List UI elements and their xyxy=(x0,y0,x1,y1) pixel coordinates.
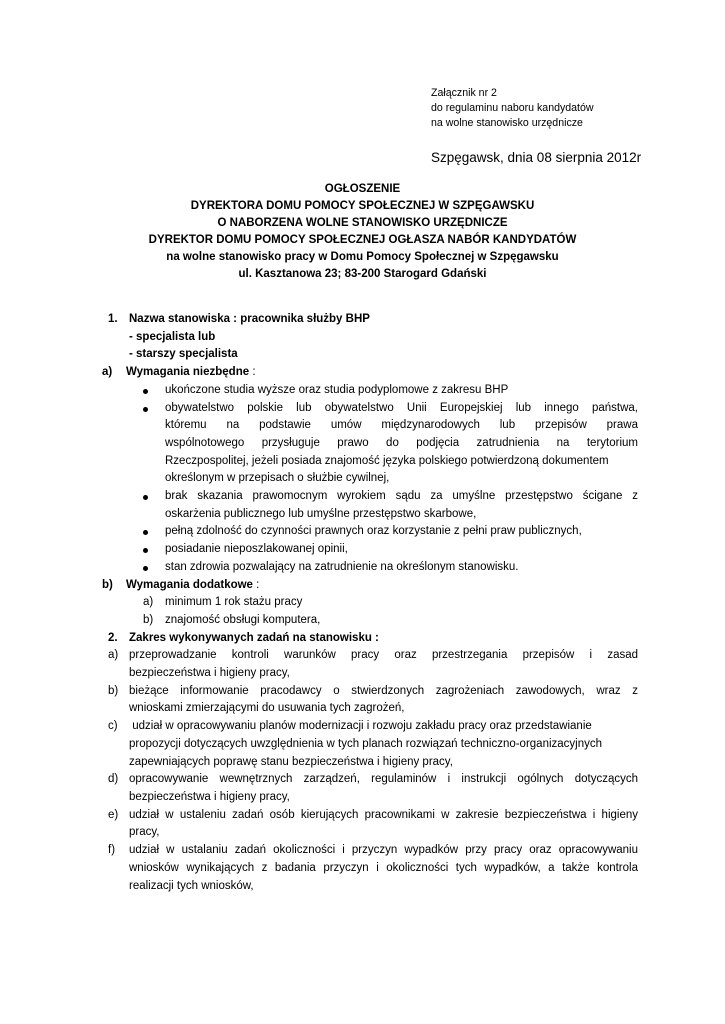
bullet-icon xyxy=(143,495,148,500)
bullet-icon xyxy=(143,530,148,535)
req-a-bullet-2-line-2: któremu na podstawie umów międzynarodowych lub przepisów prawa xyxy=(165,419,638,432)
section-2-item-f-line-2: wniosków wynikających z badania przyczyn i okoliczności tych wypadków, a także kontrola xyxy=(129,861,638,874)
annex-line-3: na wolne stanowisko urzędnicze xyxy=(431,117,583,129)
req-a-bullet-2-line-3: wspólnotowego przysługuje prawo do podjęcia zatrudnienia na terytorium xyxy=(165,436,638,449)
section-2-item-c-line-3: zapewniających poprawę stanu bezpieczeństwa i higieny pracy, xyxy=(129,755,453,768)
req-a-bullet-5 xyxy=(0,541,725,559)
section-2-item-f-line-3: realizacji tych wniosków, xyxy=(129,879,254,892)
section-2-item-e xyxy=(0,807,725,842)
section-2-item-c-line-2: propozycji dotyczących uwzględnienia w tych planach rozwiązań techniczno-organizacyjnych xyxy=(129,737,603,750)
req-a-bullet-3-line-1: brak skazania prawomocnym wyrokiem sądu za umyślne przestępstwo ścigane z xyxy=(165,490,638,503)
req-b-title-row xyxy=(0,577,725,595)
section-2-item-a-line-1: przeprowadzanie kontroli warunków pracy oraz przestrzegania przepisów i zasad xyxy=(129,649,638,662)
section-1-title-row xyxy=(0,311,725,329)
annex-note xyxy=(431,86,594,131)
section-2-item-c-line-1: udział w opracowywaniu planów modernizacji i rozwoju zakładu pracy oraz przedstawianie xyxy=(129,720,592,733)
bullet-icon xyxy=(143,566,148,571)
heading-line-6: ul. Kasztanowa 23; 83-200 Starogard Gdański xyxy=(238,268,487,280)
req-a-bullet-2-line-1: obywatelstwo polskie lub obywatelstwo Unii Europejskiej lub innego państwa, xyxy=(165,401,638,414)
section-2-item-a xyxy=(0,647,725,682)
section-2-item-c-marker: c) xyxy=(108,720,118,733)
req-b-item-b-text: znajomość obsługi komputera, xyxy=(165,613,321,626)
section-2-item-d xyxy=(0,771,725,806)
req-b-item-a xyxy=(0,594,725,612)
section-2-item-d-marker: d) xyxy=(108,773,119,786)
section-2-item-b xyxy=(0,683,725,718)
req-b-colon: : xyxy=(252,578,260,591)
section-2-item-e-marker: e) xyxy=(108,808,119,821)
req-a-bullet-1-text: ukończone studia wyższe oraz studia podyplomowe z zakresu BHP xyxy=(165,383,509,396)
section-2-item-c xyxy=(0,718,725,771)
section-2-item-e-line-1: udział w ustaleniu zadań osób kierujących pracownikami w zakresie bezpieczeństwa i higieny xyxy=(129,808,638,821)
section-1-sub-2 xyxy=(0,346,725,364)
section-2-item-d-line-1: opracowywanie wewnętrznych zarządzeń, regulaminów i instrukcji ogólnych dotyczących xyxy=(129,773,638,786)
req-a-bullet-3-line-2: oskarżenia publicznego lub umyślne przestępstwo skarbowe, xyxy=(165,507,477,520)
req-a-bullet-2 xyxy=(0,400,725,489)
section-2-title: Zakres wykonywanych zadań na stanowisku : xyxy=(129,631,379,644)
req-b-item-a-marker: a) xyxy=(143,596,154,609)
annex-line-1: Załącznik nr 2 xyxy=(431,87,497,99)
req-a-marker: a) xyxy=(102,366,113,379)
req-a-bullet-6-text: stan zdrowia pozwalający na zatrudnienie na określonym stanowisku. xyxy=(165,560,519,573)
announcement-heading xyxy=(0,181,725,283)
section-2-item-f-line-1: udział w ustalaniu zadań okoliczności i przyczyn wypadków przy pracy oraz opracowywaniu xyxy=(129,844,638,857)
bullet-icon xyxy=(143,548,148,553)
section-1-sub-1-text: - specjalista lub xyxy=(129,330,216,343)
section-2-item-d-line-2: bezpieczeństwa i higieny pracy, xyxy=(129,790,290,803)
heading-line-2: DYREKTORA DOMU POMOCY SPOŁECZNEJ W SZPĘGAWSKU xyxy=(190,200,535,212)
req-a-bullet-5-text: posiadanie nieposzlakowanej opinii, xyxy=(165,543,348,556)
req-a-bullet-3 xyxy=(0,488,725,523)
section-2-item-b-line-1: bieżące informowanie pracodawcy o stwierdzonych zagrożeniach zawodowych, wraz z xyxy=(129,684,638,697)
section-2-item-a-line-2: bezpieczeństwa i higieny pracy, xyxy=(129,667,290,680)
section-1-sub-2-text: - starszy specjalista xyxy=(129,348,238,361)
req-a-bullet-1 xyxy=(0,382,725,400)
req-a-bullet-2-line-4: Rzeczpospolitej, jeżeli posiada znajomość języka polskiego potwierdzoną dokumentem xyxy=(165,454,609,467)
annex-line-2: do regulaminu naboru kandydatów xyxy=(431,102,594,114)
section-2-item-f xyxy=(0,842,725,895)
heading-line-1: OGŁOSZENIE xyxy=(324,183,401,195)
section-2-item-b-line-2: wnioskami zmierzającymi do usuwania tych zagrożeń, xyxy=(129,702,405,715)
req-a-bullet-6 xyxy=(0,559,725,577)
req-b-title: Wymagania dodatkowe xyxy=(126,578,253,591)
section-2-item-a-marker: a) xyxy=(108,649,119,662)
place-date: Szpęgawsk, dnia 08 sierpnia 2012r xyxy=(431,150,642,165)
section-2-item-e-line-2: pracy, xyxy=(129,826,160,839)
section-1-number: 1. xyxy=(108,313,118,325)
heading-line-5: na wolne stanowisko pracy w Domu Pomocy Społecznej w Szpęgawsku xyxy=(166,251,559,263)
bullet-icon xyxy=(143,389,148,394)
section-2-item-f-marker: f) xyxy=(108,844,116,857)
req-a-colon: : xyxy=(249,366,256,379)
req-a-title-row xyxy=(0,364,725,382)
section-1-sub-1 xyxy=(0,329,725,347)
section-2-item-b-marker: b) xyxy=(108,684,119,697)
section-1-title: Nazwa stanowiska : pracownika służby BHP xyxy=(129,313,370,325)
req-b-item-a-text: minimum 1 rok stażu pracy xyxy=(165,596,303,609)
req-a-title: Wymagania niezbędne xyxy=(126,366,250,379)
section-2-title-row xyxy=(0,630,725,648)
req-a-bullet-4 xyxy=(0,523,725,541)
heading-line-4: DYREKTOR DOMU POMOCY SPOŁECZNEJ OGŁASZA NABÓR KANDYDATÓW xyxy=(148,234,577,246)
heading-line-3: O NABORZENA WOLNE STANOWISKO URZĘDNICZE xyxy=(217,217,508,229)
req-a-bullet-2-line-5: określonym w przepisach o służbie cywilnej, xyxy=(165,472,390,485)
section-2-number: 2. xyxy=(108,631,118,644)
bullet-icon xyxy=(143,407,148,412)
req-a-bullet-4-text: pełną zdolność do czynności prawnych oraz korzystanie z pełni praw publicznych, xyxy=(165,525,582,538)
document-body xyxy=(0,311,725,895)
req-b-marker: b) xyxy=(102,578,113,591)
req-b-item-b-marker: b) xyxy=(143,613,154,626)
req-b-item-b xyxy=(0,612,725,630)
